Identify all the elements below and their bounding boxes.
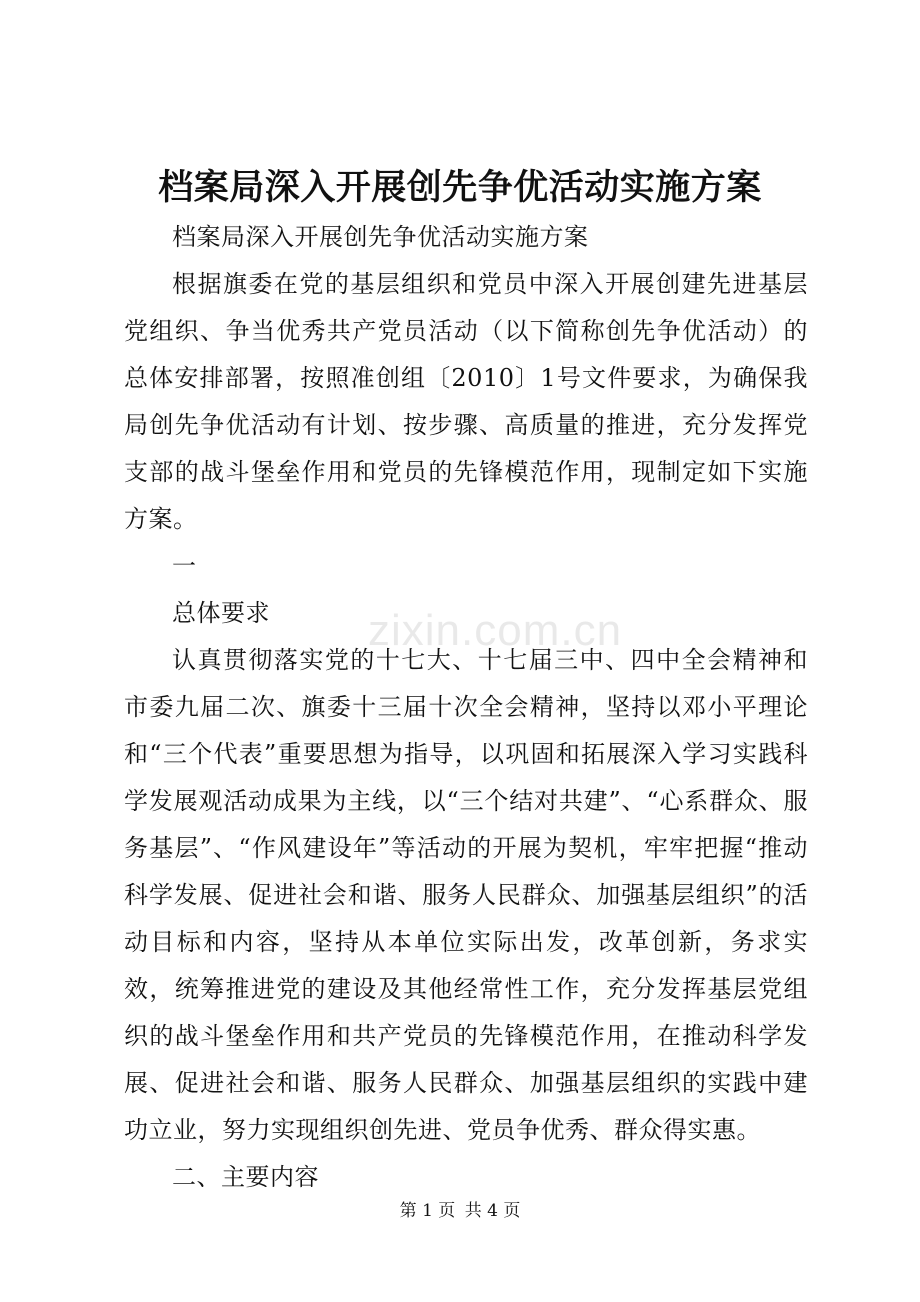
page-footer [0, 1198, 920, 1224]
document-title: 档案局深入开展创先争优活动实施方案 [158, 167, 762, 208]
page-number: 第 1 页 [399, 1201, 456, 1221]
page-total: 共 4 页 [464, 1201, 521, 1221]
paragraph-general-requirements: 认真贯彻落实党的十七大、十七届三中、四中全会精神和市委九届二次、旗委十三届十次全会精神，坚持以邓小平理论和“三个代表”重要思想为指导，以巩固和拓展深入学习实践科学发展观活动成果为主线，以“三个结对共建”、“心系群众、服务基层”、“作风建设年”等活动的开展为契机，牢牢把握“推动科学发展、促进社会和谐、服务人民群众、加强基层组织”的活动目标和内容，坚持从本单位实际出发，改革创新，务求实效，统筹推进党的建设及其他经常性工作，充分发挥基层党组织的战斗堡垒作用和共产党员的先锋模范作用，在推动科学发展、促进社会和谐、服务人民群众、加强基层组织的实践中建功立业，努力实现组织创先进、党员争优秀、群众得实惠。 [124, 646, 808, 1144]
section-heading-general-requirements: 总体要求 [172, 599, 270, 627]
paragraph-intro: 根据旗委在党的基层组织和党员中深入开展创建先进基层党组织、争当优秀共产党员活动（以下简称创先争优活动）的总体安排部署，按照准创组〔2010〕1号文件要求，为确保我局创先争优活动有计划、按步骤、高质量的推进，充分发挥党支部的战斗堡垒作用和党员的先锋模范作用，现制定如下实施方案。 [124, 270, 808, 533]
document-body [124, 214, 808, 1201]
section-number-one: 一 [172, 552, 197, 580]
watermark: zixin.com.cn [368, 606, 623, 655]
section-heading-main-content: 二、主要内容 [172, 1163, 319, 1191]
paragraph-subtitle: 档案局深入开展创先争优活动实施方案 [172, 223, 589, 251]
